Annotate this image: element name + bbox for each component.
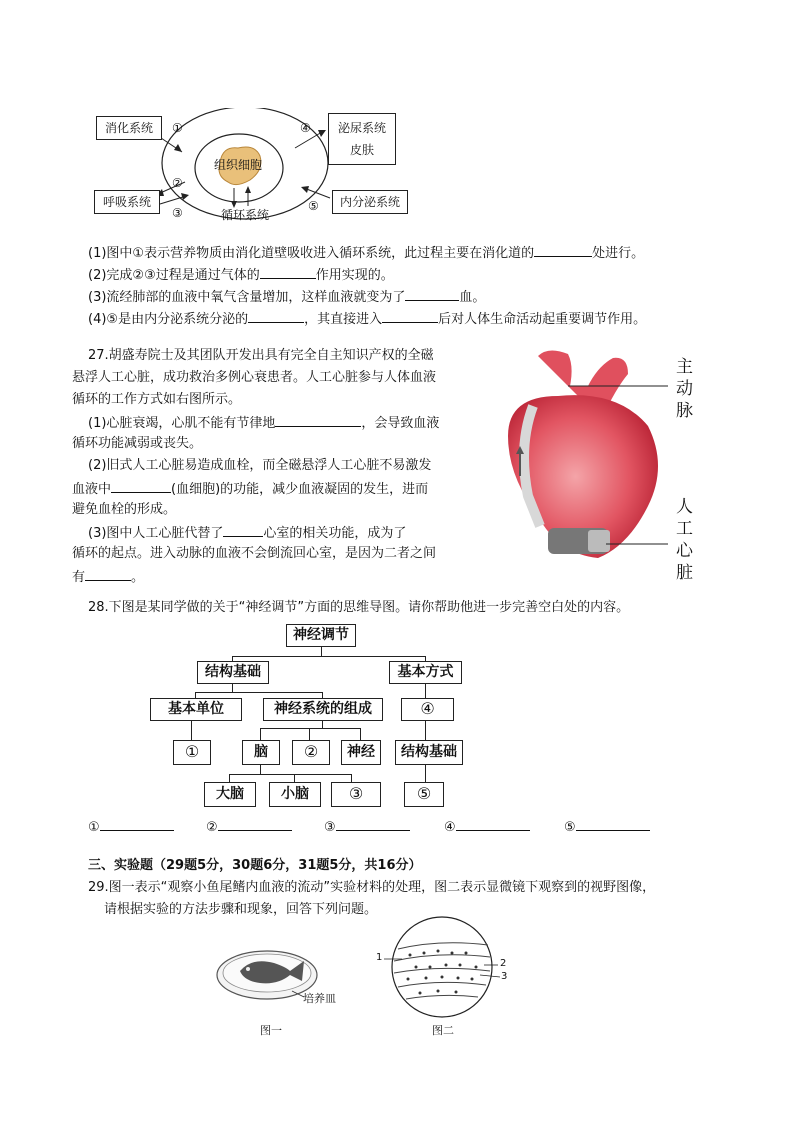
q27-line-1: 27.胡盛寿院士及其团队开发出具有完全自主知识产权的全磁 — [88, 348, 434, 363]
mm-nervous-system-composition: 神经系统的组成 — [263, 698, 383, 721]
skin-label: 皮肤 — [349, 143, 374, 157]
q27-line-8: 避免血栓的形成。 — [72, 502, 177, 517]
answer-1-label: ① — [88, 820, 100, 835]
q27-line-4 — [88, 412, 439, 434]
q27-l9-text: (3)图中人工心脏代替了 — [88, 526, 224, 541]
answer-4-line[interactable] — [456, 816, 530, 831]
blank-hormone[interactable] — [248, 308, 304, 323]
q27-line-11 — [72, 566, 144, 588]
q29-line-2: 请根据实验的方法步骤和现象，回答下列问题。 — [104, 902, 378, 917]
blank-ventricle[interactable] — [223, 522, 263, 537]
q27-line-10: 循环的起点。进入动脉的血液不会倒流回心室，是因为二者之间 — [72, 546, 437, 561]
mm-structural-basis: 结构基础 — [197, 661, 269, 684]
view-label-3: 3 — [501, 971, 508, 982]
blank-digestive-site[interactable] — [534, 242, 592, 257]
answer-2-line[interactable] — [218, 816, 292, 831]
tissue-cell-label: 组织细胞 — [214, 158, 263, 172]
view-label-2: 2 — [500, 958, 507, 969]
pump-cap — [588, 530, 610, 552]
q27-l4-text: (1)心脏衰竭，心肌不能有节律地 — [88, 416, 276, 431]
blank-heart-contract[interactable] — [275, 412, 361, 427]
mm-line — [294, 774, 295, 782]
answer-blank-4[interactable] — [444, 816, 530, 838]
mm-cerebellum: 小脑 — [269, 782, 321, 807]
q27-l7-text: 血液中 — [72, 482, 112, 497]
artificial-heart-illustration — [478, 346, 708, 576]
marker-4: ④ — [300, 121, 311, 135]
answer-blank-1[interactable] — [88, 816, 174, 838]
q27-line-9 — [88, 522, 406, 544]
q26-s4-text: (4)⑤是由内分泌系统分泌的 — [88, 312, 249, 327]
q26-line-1 — [88, 242, 644, 264]
mm-line — [309, 728, 310, 740]
q26-line-2 — [88, 264, 394, 286]
q26-s4-mid: ，其直接进入 — [304, 312, 383, 327]
q27-l7-end: (血细胞)的功能，减少血液凝固的发生，进而 — [171, 482, 429, 497]
marker-2: ② — [172, 176, 183, 190]
mm-brain: 脑 — [242, 740, 280, 765]
q26-line-4 — [88, 308, 646, 330]
blank-destination[interactable] — [382, 308, 438, 323]
digestive-system-box: 消化系统 — [96, 116, 162, 140]
answer-4-label: ④ — [444, 820, 456, 835]
mm-structural-basis-reflex: 结构基础 — [395, 740, 463, 765]
mm-blank-1[interactable]: ① — [173, 740, 211, 765]
mm-line — [260, 764, 261, 774]
answer-3-label: ③ — [324, 820, 336, 835]
aorta-label: 主动脉 — [676, 357, 693, 421]
figure-2-caption: 图二 — [432, 1024, 454, 1037]
q28-intro: 28.下图是某同学做的关于“神经调节”方面的思维导图。请你帮助他进一步完善空白处的内容。 — [88, 600, 630, 615]
petri-dish-label: 培养皿 — [303, 992, 336, 1005]
q27-l11-text: 有 — [72, 570, 86, 585]
mm-line — [425, 764, 426, 782]
q26-s3-text: (3)流经肺部的血液中氧气含量增加，这样血液就变为了 — [88, 290, 406, 305]
circulatory-system-label: 循环系统 — [221, 208, 270, 222]
mm-line — [260, 728, 261, 740]
answer-blank-3[interactable] — [324, 816, 410, 838]
mm-blank-2[interactable]: ② — [292, 740, 330, 765]
section-3-title: 三、实验题（29题5分，30题6分，31题5分，共16分） — [88, 858, 422, 873]
q27-l4-end: ，会导致血液 — [361, 416, 440, 431]
figure-1-caption: 图一 — [260, 1024, 282, 1037]
q26-s1-end: 处进行。 — [592, 246, 645, 261]
answer-5-line[interactable] — [576, 816, 650, 831]
mm-line — [232, 684, 233, 692]
urinary-skin-box — [328, 113, 396, 165]
answer-2-label: ② — [206, 820, 218, 835]
mm-line — [351, 774, 352, 782]
figure-2-microscope-view — [380, 915, 510, 1025]
mm-line — [425, 720, 426, 740]
mm-line — [191, 720, 192, 740]
mm-blank-3[interactable]: ③ — [331, 782, 381, 807]
blank-gas-exchange[interactable] — [260, 264, 316, 279]
q27-line-5: 循环功能减弱或丧失。 — [72, 436, 203, 451]
q29-line-1: 29.图一表示“观察小鱼尾鳍内血液的流动”实验材料的处理，图二表示显微镜下观察到的视野图像， — [88, 880, 656, 895]
mm-line — [260, 728, 361, 729]
mm-line — [229, 774, 230, 782]
marker-3: ③ — [172, 206, 183, 220]
marker-1: ① — [172, 121, 183, 135]
mm-line — [229, 774, 352, 775]
blank-blood-type[interactable] — [405, 286, 459, 301]
mm-root-neural-regulation: 神经调节 — [286, 624, 356, 647]
answer-blank-2[interactable] — [206, 816, 292, 838]
q26-line-3 — [88, 286, 485, 308]
mm-basic-unit: 基本单位 — [150, 698, 242, 721]
endocrine-system-box: 内分泌系统 — [332, 190, 408, 214]
answer-3-line[interactable] — [336, 816, 410, 831]
view-label-1: 1 — [376, 952, 383, 963]
marker-5: ⑤ — [308, 199, 319, 213]
q26-s2-end: 作用实现的。 — [315, 268, 394, 283]
answer-1-line[interactable] — [100, 816, 174, 831]
q27-l11-end: 。 — [131, 570, 145, 585]
mm-blank-5[interactable]: ⑤ — [404, 782, 444, 807]
blank-blood-cell[interactable] — [111, 478, 171, 493]
q26-s3-end: 血。 — [459, 290, 486, 305]
artificial-heart-label: 人工心脏 — [676, 497, 693, 583]
q27-line-3: 循环的工作方式如右图所示。 — [72, 392, 242, 407]
q26-s1-text: (1)图中①表示营养物质由消化道壁吸收进入循环系统，此过程主要在消化道的 — [88, 246, 535, 261]
mm-line — [425, 684, 426, 698]
blank-valve[interactable] — [85, 566, 131, 581]
answer-5-label: ⑤ — [564, 820, 576, 835]
answer-blank-5[interactable] — [564, 816, 650, 838]
respiratory-system-box: 呼吸系统 — [94, 190, 160, 214]
mm-line — [195, 692, 323, 693]
q27-line-2: 悬浮人工心脏，成功救治多例心衰患者。人工心脏参与人体血液 — [72, 370, 437, 385]
q27-line-6: (2)旧式人工心脏易造成血栓，而全磁悬浮人工心脏不易激发 — [88, 458, 432, 473]
urinary-label: 泌尿系统 — [337, 121, 386, 135]
mm-line — [321, 646, 322, 656]
mm-line — [232, 656, 426, 657]
q27-l9-end: 心室的相关功能，成为了 — [263, 526, 407, 541]
mm-line — [322, 720, 323, 728]
q26-s4-end: 后对人体生命活动起重要调节作用。 — [438, 312, 647, 327]
q27-line-7 — [72, 478, 428, 500]
q26-s2-text: (2)完成②③过程是通过气体的 — [88, 268, 260, 283]
mm-nerve: 神经 — [341, 740, 381, 765]
mm-cerebrum: 大脑 — [204, 782, 256, 807]
mm-blank-4[interactable]: ④ — [401, 698, 454, 721]
mm-basic-mode: 基本方式 — [389, 661, 462, 684]
mm-line — [360, 728, 361, 740]
